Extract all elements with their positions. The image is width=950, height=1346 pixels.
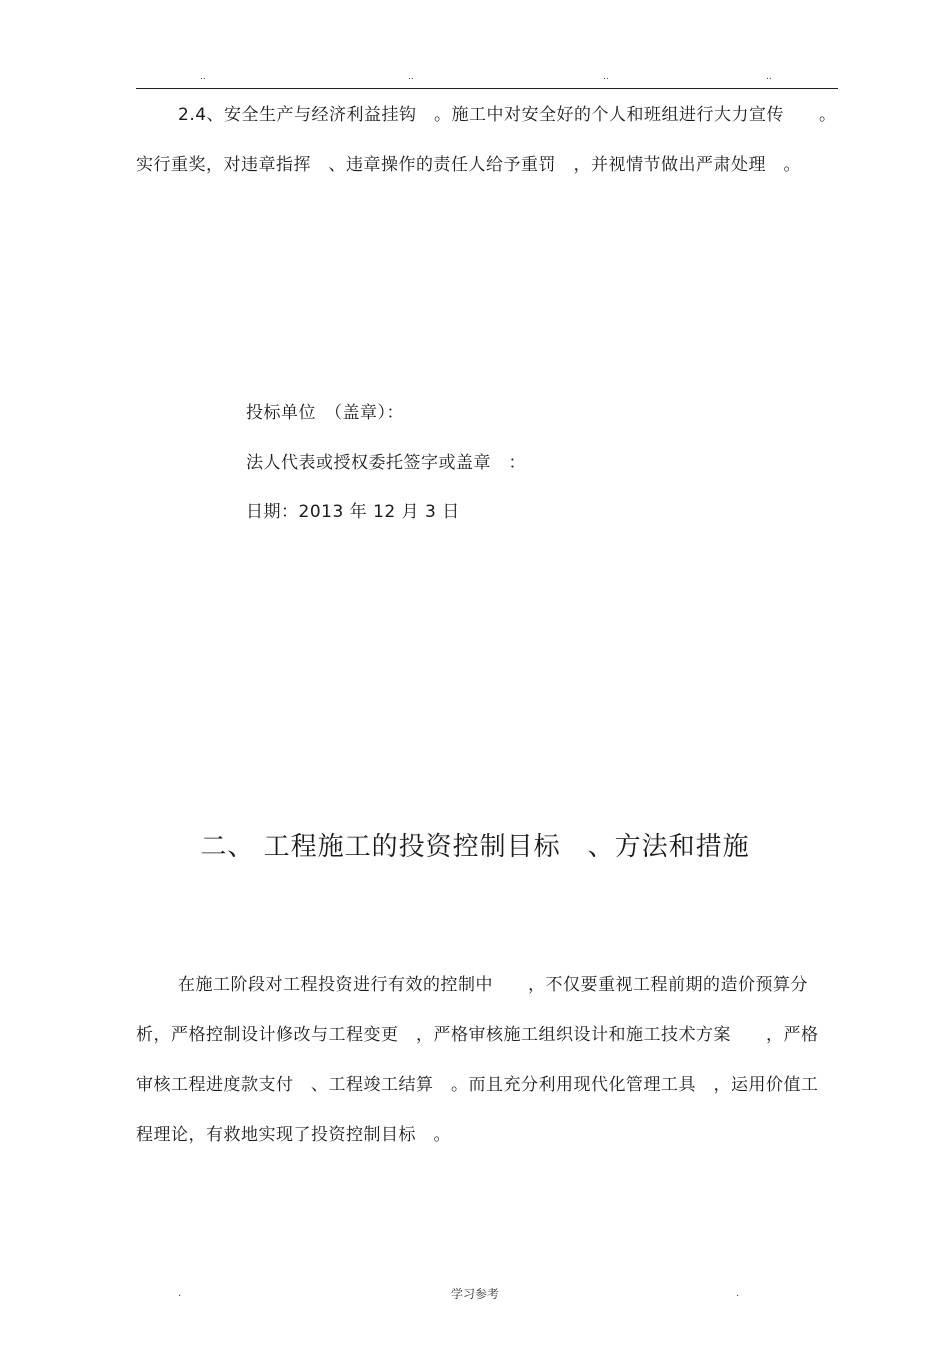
header-mark: .. bbox=[603, 72, 609, 82]
page-header bbox=[136, 72, 838, 86]
header-mark: .. bbox=[408, 72, 414, 82]
paragraph-line: 2.4、安全生产与经济利益挂钩 。施工中对安全好的个人和班组进行大力宣传 。 bbox=[178, 105, 837, 125]
paragraph-line: 程理论，有救地实现了投资控制目标 。 bbox=[136, 1125, 451, 1145]
paragraph-line: 在施工阶段对工程投资进行有效的控制中 ，不仅要重视工程前期的造价预算分 bbox=[178, 975, 808, 995]
date-line: 日期：2013 年 12 月 3 日 bbox=[246, 502, 460, 522]
paragraph-line: 实行重奖，对违章指挥 、违章操作的责任人给予重罚 ，并视情节做出严肃处理 。 bbox=[136, 155, 801, 175]
footer-text: 学习参考 bbox=[450, 1287, 499, 1301]
header-rule bbox=[136, 88, 838, 89]
paragraph-line: 析，严格控制设计修改与工程变更 ，严格审核施工组织设计和施工技术方案 ，严格 bbox=[136, 1025, 819, 1045]
legal-rep-signature-line: 法人代表或授权委托签字或盖章 ： bbox=[246, 453, 526, 473]
footer-mark: . bbox=[178, 1288, 182, 1299]
section-title: 二、 工程施工的投资控制目标 、方法和措施 bbox=[200, 832, 750, 862]
header-mark: .. bbox=[200, 72, 206, 82]
footer-mark: . bbox=[736, 1288, 740, 1299]
paragraph-line: 审核工程进度款支付 、工程竣工结算 。而且充分利用现代化管理工具 ，运用价值工 bbox=[136, 1075, 819, 1095]
bidder-seal-line: 投标单位 （盖章）： bbox=[246, 403, 404, 423]
header-mark: .. bbox=[766, 72, 772, 82]
